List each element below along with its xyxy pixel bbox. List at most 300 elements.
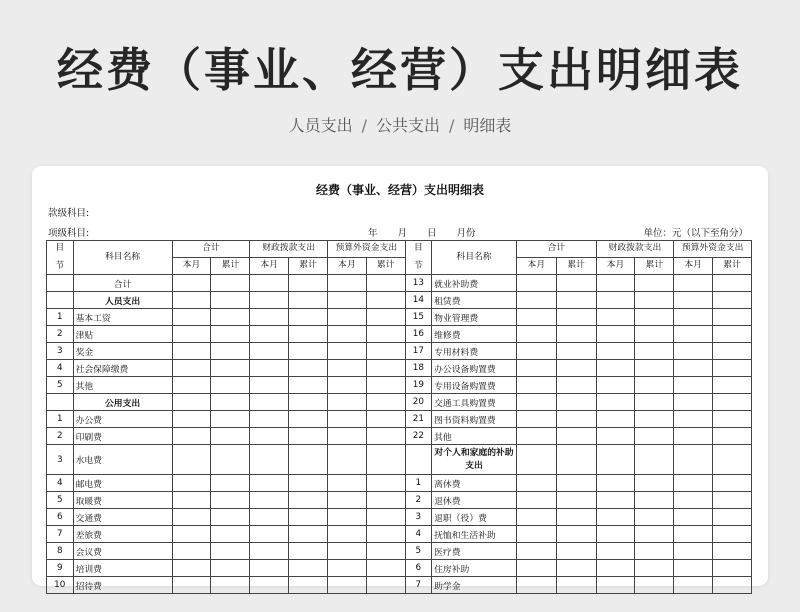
amount-cell	[713, 343, 752, 360]
left-item-no: 4	[47, 360, 74, 377]
amount-cell	[327, 377, 366, 394]
date-line	[368, 225, 496, 239]
amount-cell	[556, 377, 596, 394]
amount-cell	[596, 394, 635, 411]
right-item-name: 专用材料费	[432, 343, 517, 360]
amount-cell	[211, 411, 250, 428]
left-item-no	[47, 275, 74, 292]
amount-cell	[172, 292, 211, 309]
right-item-name: 退休费	[432, 492, 517, 509]
right-item-no: 22	[405, 428, 432, 445]
amount-cell	[596, 445, 635, 475]
left-item-no: 2	[47, 326, 74, 343]
amount-cell	[713, 411, 752, 428]
amount-cell	[327, 560, 366, 577]
amount-cell	[211, 577, 250, 594]
amount-cell	[366, 275, 405, 292]
amount-cell	[327, 394, 366, 411]
amount-cell	[556, 275, 596, 292]
amount-cell	[516, 394, 556, 411]
breadcrumb-item-public[interactable]: 公共支出	[375, 116, 440, 135]
amount-cell	[250, 560, 289, 577]
left-item-name: 会议费	[73, 543, 172, 560]
right-item-no: 21	[405, 411, 432, 428]
amount-cell	[289, 475, 328, 492]
amount-cell	[596, 377, 635, 394]
amount-cell	[211, 428, 250, 445]
amount-cell	[366, 343, 405, 360]
amount-cell	[250, 509, 289, 526]
amount-cell	[211, 445, 250, 475]
amount-cell	[250, 343, 289, 360]
amount-cell	[289, 343, 328, 360]
header-group-extra-budget: 预算外资金支出	[327, 241, 405, 258]
amount-cell	[366, 360, 405, 377]
amount-cell	[596, 526, 635, 543]
amount-cell	[250, 394, 289, 411]
amount-cell	[713, 360, 752, 377]
right-item-name: 办公设备购置费	[432, 360, 517, 377]
table-row	[47, 394, 752, 411]
right-item-no: 1	[405, 475, 432, 492]
left-item-no: 5	[47, 492, 74, 509]
right-item-name: 就业补助费	[432, 275, 517, 292]
right-item-name: 住房补助	[432, 560, 517, 577]
amount-cell	[556, 509, 596, 526]
header-group-total: 合计	[516, 241, 596, 258]
left-item-name: 办公费	[73, 411, 172, 428]
header-item-no: 目 节	[405, 241, 432, 275]
header-item-no: 目 节	[47, 241, 74, 275]
amount-cell	[556, 560, 596, 577]
amount-cell	[674, 560, 713, 577]
amount-cell	[674, 343, 713, 360]
amount-cell	[674, 275, 713, 292]
amount-cell	[250, 492, 289, 509]
left-item-name: 公用支出	[73, 394, 172, 411]
amount-cell	[635, 577, 674, 594]
right-item-no: 7	[405, 577, 432, 594]
amount-cell	[289, 326, 328, 343]
amount-cell	[635, 492, 674, 509]
amount-cell	[596, 326, 635, 343]
amount-cell	[289, 560, 328, 577]
amount-cell	[289, 526, 328, 543]
left-item-name: 社会保障缴费	[73, 360, 172, 377]
amount-cell	[516, 475, 556, 492]
amount-cell	[556, 343, 596, 360]
amount-cell	[596, 360, 635, 377]
amount-cell	[327, 275, 366, 292]
right-item-name: 助学金	[432, 577, 517, 594]
amount-cell	[596, 543, 635, 560]
right-item-no: 14	[405, 292, 432, 309]
amount-cell	[635, 394, 674, 411]
header-sub-cumulative: 累计	[713, 258, 752, 275]
breadcrumb-separator: /	[449, 116, 455, 135]
amount-cell	[250, 543, 289, 560]
right-item-name: 交通工具购置费	[432, 394, 517, 411]
expense-detail-table	[46, 240, 752, 594]
table-row	[47, 377, 752, 394]
amount-cell	[596, 560, 635, 577]
amount-cell	[635, 543, 674, 560]
left-item-name: 交通费	[73, 509, 172, 526]
right-item-name: 其他	[432, 428, 517, 445]
amount-cell	[713, 560, 752, 577]
right-item-no: 5	[405, 543, 432, 560]
left-item-name: 合计	[73, 275, 172, 292]
amount-cell	[366, 377, 405, 394]
amount-cell	[635, 411, 674, 428]
amount-cell	[250, 377, 289, 394]
amount-cell	[172, 577, 211, 594]
left-item-no: 3	[47, 343, 74, 360]
right-item-name: 专用设备购置费	[432, 377, 517, 394]
amount-cell	[289, 292, 328, 309]
header-sub-cumulative: 累计	[289, 258, 328, 275]
amount-cell	[366, 492, 405, 509]
amount-cell	[674, 526, 713, 543]
table-row	[47, 475, 752, 492]
amount-cell	[516, 292, 556, 309]
amount-cell	[250, 475, 289, 492]
amount-cell	[366, 577, 405, 594]
breadcrumb	[0, 113, 800, 136]
right-item-name: 离休费	[432, 475, 517, 492]
amount-cell	[556, 577, 596, 594]
amount-cell	[172, 543, 211, 560]
amount-cell	[327, 326, 366, 343]
right-item-no: 15	[405, 309, 432, 326]
amount-cell	[366, 428, 405, 445]
table-row	[47, 509, 752, 526]
amount-cell	[713, 509, 752, 526]
amount-cell	[366, 475, 405, 492]
table-row	[47, 326, 752, 343]
amount-cell	[556, 543, 596, 560]
left-item-name: 基本工资	[73, 309, 172, 326]
right-item-no: 6	[405, 560, 432, 577]
left-item-no: 2	[47, 428, 74, 445]
amount-cell	[250, 309, 289, 326]
amount-cell	[713, 445, 752, 475]
amount-cell	[674, 309, 713, 326]
right-item-name: 维修费	[432, 326, 517, 343]
table-row	[47, 560, 752, 577]
table-row	[47, 411, 752, 428]
header-item-name: 科目名称	[73, 241, 172, 275]
amount-cell	[674, 543, 713, 560]
amount-cell	[211, 343, 250, 360]
amount-cell	[366, 309, 405, 326]
left-item-name: 水电费	[73, 445, 172, 475]
table-row	[47, 309, 752, 326]
amount-cell	[289, 543, 328, 560]
amount-cell	[289, 275, 328, 292]
amount-cell	[250, 428, 289, 445]
left-item-name: 人员支出	[73, 292, 172, 309]
amount-cell	[556, 292, 596, 309]
amount-cell	[713, 577, 752, 594]
right-item-name: 租赁费	[432, 292, 517, 309]
amount-cell	[713, 377, 752, 394]
amount-cell	[674, 394, 713, 411]
amount-cell	[635, 445, 674, 475]
amount-cell	[556, 309, 596, 326]
amount-cell	[172, 411, 211, 428]
header-group-fiscal: 财政拨款支出	[250, 241, 328, 258]
amount-cell	[635, 360, 674, 377]
amount-cell	[211, 526, 250, 543]
header-sub-cumulative: 累计	[556, 258, 596, 275]
amount-cell	[596, 343, 635, 360]
left-item-no: 4	[47, 475, 74, 492]
left-item-name: 其他	[73, 377, 172, 394]
amount-cell	[713, 394, 752, 411]
amount-cell	[713, 275, 752, 292]
amount-cell	[556, 475, 596, 492]
amount-cell	[289, 360, 328, 377]
amount-cell	[366, 326, 405, 343]
breadcrumb-separator: /	[361, 116, 367, 135]
amount-cell	[327, 475, 366, 492]
amount-cell	[327, 543, 366, 560]
header-group-fiscal: 财政拨款支出	[596, 241, 674, 258]
left-item-no: 8	[47, 543, 74, 560]
amount-cell	[713, 543, 752, 560]
header-group-total: 合计	[172, 241, 250, 258]
amount-cell	[289, 377, 328, 394]
amount-cell	[674, 326, 713, 343]
right-item-no: 4	[405, 526, 432, 543]
amount-cell	[250, 275, 289, 292]
header-group-extra-budget: 预算外资金支出	[674, 241, 752, 258]
amount-cell	[596, 509, 635, 526]
amount-cell	[366, 411, 405, 428]
date-day: 日	[427, 228, 437, 239]
amount-cell	[516, 377, 556, 394]
amount-cell	[635, 275, 674, 292]
amount-cell	[211, 394, 250, 411]
amount-cell	[674, 445, 713, 475]
amount-cell	[172, 445, 211, 475]
right-item-no: 17	[405, 343, 432, 360]
left-item-no: 9	[47, 560, 74, 577]
left-item-no	[47, 292, 74, 309]
amount-cell	[635, 309, 674, 326]
amount-cell	[250, 411, 289, 428]
table-row	[47, 526, 752, 543]
amount-cell	[635, 560, 674, 577]
amount-cell	[674, 475, 713, 492]
amount-cell	[289, 509, 328, 526]
breadcrumb-item-detail[interactable]: 明细表	[463, 116, 512, 135]
header-item-name: 科目名称	[432, 241, 517, 275]
amount-cell	[327, 492, 366, 509]
amount-cell	[635, 428, 674, 445]
amount-cell	[713, 526, 752, 543]
header-sub-month: 本月	[516, 258, 556, 275]
amount-cell	[211, 492, 250, 509]
right-item-name: 对个人和家庭的补助支出	[432, 445, 517, 475]
right-item-name: 图书资料购置费	[432, 411, 517, 428]
amount-cell	[556, 360, 596, 377]
amount-cell	[516, 492, 556, 509]
left-item-no: 3	[47, 445, 74, 475]
amount-cell	[172, 428, 211, 445]
amount-cell	[211, 475, 250, 492]
left-item-no: 1	[47, 411, 74, 428]
right-item-no: 19	[405, 377, 432, 394]
amount-cell	[556, 394, 596, 411]
amount-cell	[516, 275, 556, 292]
amount-cell	[516, 543, 556, 560]
field-kuan-level: 款级科目:	[48, 208, 90, 219]
table-row	[47, 360, 752, 377]
amount-cell	[172, 309, 211, 326]
amount-cell	[366, 394, 405, 411]
amount-cell	[366, 292, 405, 309]
left-item-name: 奖金	[73, 343, 172, 360]
amount-cell	[713, 292, 752, 309]
left-item-no	[47, 394, 74, 411]
amount-cell	[250, 292, 289, 309]
header-sub-cumulative: 累计	[211, 258, 250, 275]
amount-cell	[250, 326, 289, 343]
amount-cell	[516, 343, 556, 360]
document-title: 经费（事业、经营）支出明细表	[315, 183, 484, 197]
amount-cell	[250, 577, 289, 594]
amount-cell	[327, 343, 366, 360]
amount-cell	[713, 309, 752, 326]
header-sub-month: 本月	[327, 258, 366, 275]
amount-cell	[172, 560, 211, 577]
amount-cell	[635, 326, 674, 343]
amount-cell	[596, 411, 635, 428]
amount-cell	[250, 445, 289, 475]
amount-cell	[596, 275, 635, 292]
right-item-name: 退职（役）费	[432, 509, 517, 526]
amount-cell	[211, 543, 250, 560]
amount-cell	[327, 526, 366, 543]
amount-cell	[327, 360, 366, 377]
left-item-no: 5	[47, 377, 74, 394]
amount-cell	[635, 292, 674, 309]
amount-cell	[172, 343, 211, 360]
date-year: 年	[368, 228, 378, 239]
amount-cell	[674, 292, 713, 309]
amount-cell	[635, 475, 674, 492]
amount-cell	[713, 475, 752, 492]
header-sub-month: 本月	[596, 258, 635, 275]
table-row	[47, 292, 752, 309]
amount-cell	[366, 560, 405, 577]
amount-cell	[516, 360, 556, 377]
left-item-no: 10	[47, 577, 74, 594]
amount-cell	[211, 360, 250, 377]
amount-cell	[327, 309, 366, 326]
right-item-no: 2	[405, 492, 432, 509]
amount-cell	[635, 509, 674, 526]
amount-cell	[516, 509, 556, 526]
left-item-no: 1	[47, 309, 74, 326]
amount-cell	[211, 509, 250, 526]
table-row	[47, 343, 752, 360]
amount-cell	[596, 428, 635, 445]
amount-cell	[211, 292, 250, 309]
left-item-no: 7	[47, 526, 74, 543]
right-item-name: 抚恤和生活补助	[432, 526, 517, 543]
amount-cell	[674, 492, 713, 509]
amount-cell	[250, 526, 289, 543]
amount-cell	[211, 326, 250, 343]
amount-cell	[516, 309, 556, 326]
table-row	[47, 275, 752, 292]
amount-cell	[327, 411, 366, 428]
amount-cell	[366, 445, 405, 475]
amount-cell	[556, 492, 596, 509]
amount-cell	[556, 445, 596, 475]
amount-cell	[674, 509, 713, 526]
amount-cell	[596, 492, 635, 509]
amount-cell	[516, 526, 556, 543]
right-item-no: 20	[405, 394, 432, 411]
left-item-name: 印刷费	[73, 428, 172, 445]
left-item-name: 培训费	[73, 560, 172, 577]
amount-cell	[516, 428, 556, 445]
amount-cell	[250, 360, 289, 377]
amount-cell	[289, 394, 328, 411]
header-sub-cumulative: 累计	[366, 258, 405, 275]
amount-cell	[289, 411, 328, 428]
amount-cell	[211, 377, 250, 394]
left-item-no: 6	[47, 509, 74, 526]
amount-cell	[172, 275, 211, 292]
amount-cell	[674, 360, 713, 377]
amount-cell	[556, 526, 596, 543]
document-preview-card	[32, 166, 768, 592]
amount-cell	[289, 428, 328, 445]
left-item-name: 邮电费	[73, 475, 172, 492]
amount-cell	[289, 445, 328, 475]
amount-cell	[211, 560, 250, 577]
amount-cell	[327, 577, 366, 594]
table-row	[47, 445, 752, 475]
amount-cell	[172, 509, 211, 526]
right-item-no: 18	[405, 360, 432, 377]
right-item-name: 物业管理费	[432, 309, 517, 326]
amount-cell	[172, 492, 211, 509]
amount-cell	[172, 526, 211, 543]
amount-cell	[516, 445, 556, 475]
left-item-name: 招待费	[73, 577, 172, 594]
amount-cell	[172, 475, 211, 492]
right-item-no	[405, 445, 432, 475]
header-sub-cumulative: 累计	[635, 258, 674, 275]
amount-cell	[516, 326, 556, 343]
amount-cell	[596, 309, 635, 326]
amount-cell	[556, 411, 596, 428]
amount-cell	[635, 343, 674, 360]
amount-cell	[289, 492, 328, 509]
amount-cell	[635, 377, 674, 394]
amount-cell	[172, 326, 211, 343]
amount-cell	[211, 275, 250, 292]
breadcrumb-item-personnel[interactable]: 人员支出	[288, 116, 353, 135]
amount-cell	[172, 377, 211, 394]
table-row	[47, 428, 752, 445]
